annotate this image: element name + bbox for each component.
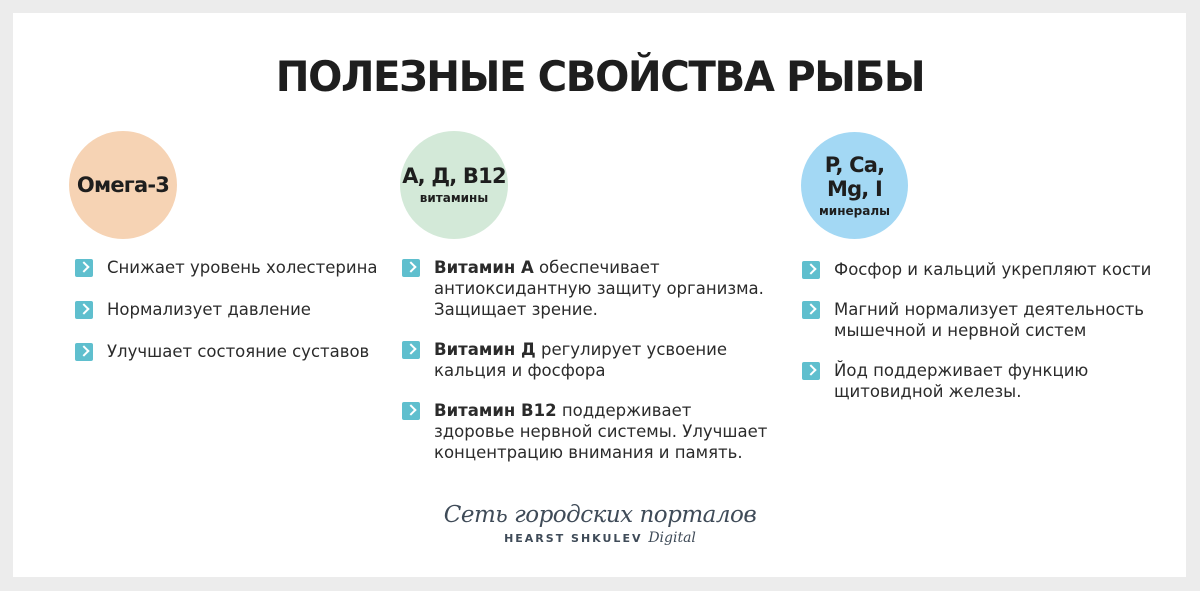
item-bold-text: Витамин В12 (434, 401, 557, 420)
minerals-list (802, 259, 1172, 421)
item-text: Снижает уровень холестерина (107, 258, 378, 277)
list-item (75, 341, 395, 362)
list-item (802, 259, 1172, 280)
item-text: обеспечивает антиоксидантную защиту организма. Защищает зрение. (434, 258, 764, 319)
circle-subtitle: минералы (819, 203, 890, 218)
logo-brand (0, 530, 1200, 546)
chevron-right-icon (75, 301, 93, 319)
vitamins-list (402, 257, 772, 482)
chevron-right-icon (802, 301, 820, 319)
chevron-right-icon (75, 259, 93, 277)
item-text: Фосфор и кальций укрепляют кости (834, 260, 1152, 279)
chevron-right-icon (402, 259, 420, 277)
list-item (802, 299, 1172, 341)
page-title: ПОЛЕЗНЫЕ СВОЙСТВА РЫБЫ (275, 52, 925, 101)
circle-title: А, Д, В12 (402, 164, 506, 188)
circle-title: P, Ca, Mg, I (824, 152, 885, 201)
logo-brand-name: HEARST SHKULEV (504, 532, 643, 545)
item-bold-text: Витамин А (434, 258, 534, 277)
item-text: поддерживает здоровье нервной системы. Улучшает концентрацию внимания и память. (434, 401, 768, 462)
item-text: Нормализует давление (107, 300, 311, 319)
omega3-circle (69, 131, 177, 239)
vitamins-circle (400, 131, 508, 239)
list-item (75, 257, 395, 278)
publisher-logo (0, 502, 1200, 546)
chevron-right-icon (402, 341, 420, 359)
omega3-list (75, 257, 395, 383)
item-text: Улучшает состояние суставов (107, 342, 370, 361)
list-item (75, 299, 395, 320)
circle-subtitle: витамины (419, 191, 489, 205)
minerals-circle (801, 132, 908, 239)
list-item (402, 400, 772, 463)
item-text: Йод поддерживает функцию щитовидной железы. (834, 361, 1089, 401)
item-text: Магний нормализует деятельность мышечной и нервной систем (834, 300, 1145, 340)
chevron-right-icon (802, 362, 820, 380)
chevron-right-icon (75, 343, 93, 361)
circle-title: Омега-3 (76, 173, 170, 197)
list-item (802, 360, 1172, 402)
chevron-right-icon (802, 261, 820, 279)
chevron-right-icon (402, 402, 420, 420)
list-item (402, 257, 772, 320)
logo-digital: Digital (648, 530, 696, 546)
item-text: регулирует усвоение кальция и фосфора (434, 340, 728, 380)
logo-script-text: Сеть городских порталов (443, 502, 757, 528)
list-item (402, 339, 772, 381)
item-bold-text: Витамин Д (434, 340, 536, 359)
